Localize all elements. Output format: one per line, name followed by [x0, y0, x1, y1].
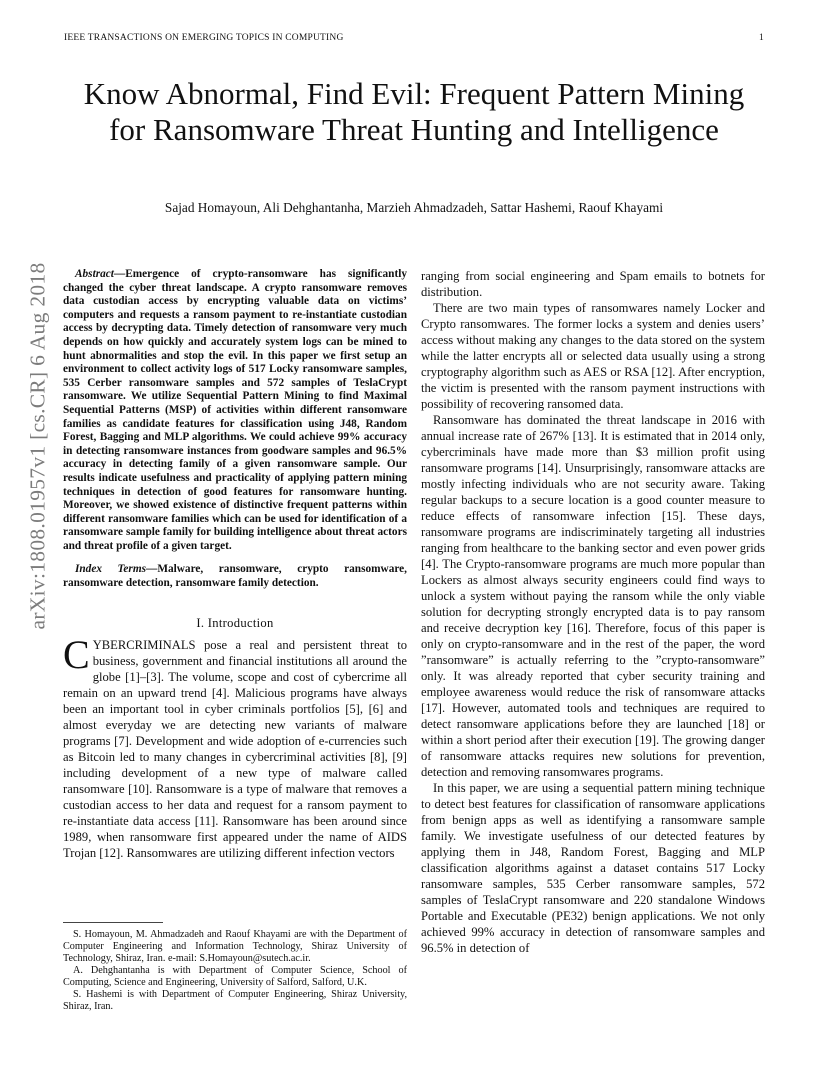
index-terms-label: Index Terms — [75, 563, 147, 576]
footnotes — [63, 922, 407, 1013]
footnote-rule — [63, 922, 163, 923]
paragraph-contribution: In this paper, we are using a sequential pattern mining technique to detect best features for classification of ransomware applications from benign apps as well as identifying a ransomware sample family. We investigate usefulness of our detected features by applying them in J48, Random Forest, Bagging and MLP classification algorithms against a dataset contains 517 Locky ransomware samples, 535 Cerber ransomware samples, 572 samples of TeslaCrypt ransomware and 220 standalone Windows Portable and Executable (PE32) benign applications. We not only achieved 99% accuracy in detection of ransomware samples and 96.5% in detection of — [421, 781, 765, 955]
index-terms-text: Malware, ransomware, crypto ransomware, ransomware detection, ransomware family detection. — [63, 563, 407, 590]
journal-name: IEEE TRANSACTIONS ON EMERGING TOPICS IN COMPUTING — [64, 33, 344, 43]
section-heading-introduction: I. Introduction — [196, 615, 274, 630]
left-column — [63, 268, 407, 861]
author-list: Sajad Homayoun, Ali Dehghantanha, Marzieh Ahmadzadeh, Sattar Hashemi, Raouf Khayami — [164, 200, 664, 215]
intro-text: YBERCRIMINALS pose a real and persistent threat to business, government and financial institutions all around the globe [1]–[3]. The volume, scope and cost of cybercrime all remain on an upward trend [4]. Malicious programs have always been an important tool in cyber criminals portfolios [5], [6] and almost everyday we are detecting new variants of malware programs [7]. Development and wide adoption of e-currencies such as Bitcoin led to many changes in cybercriminal activities [8], [9] including development of a new type of malware called ransomware [10]. Ransomware is a type of malware that removes a custodian access to her data and request for a ransom payment to re-instantiate data access [11]. Ransomware has been around since 1989, when ransomware first appeared under the name of AIDS Trojan [12]. Ransomwares are utilizing different infection vectors — [63, 637, 407, 860]
running-header — [64, 33, 764, 43]
abstract-text: Emergence of crypto-ransomware has significantly changed the cyber threat landscape. A crypto ransomware removes data custodian access by encrypting valuable data on victims’ computers and requests a ransom payment to re-instantiate custodian access by decrypting data. Timely detection of ransomware very much depends on how quickly and accurately system logs can be mined to hunt abnormalities and stop the evil. In this paper we first setup an environment to collect activity logs of 517 Locky ransomware samples, 535 Cerber ransomware samples and 572 samples of TeslaCrypt ransomware. We utilize Sequential Pattern Mining to find Maximal Sequential Patterns (MSP) of activities within different ransomware families as candidate features for classification using J48, Random Forest, Bagging and MLP algorithms. We could achieve 99% accuracy in detecting ransomware instances from goodware samples and 96.5% accuracy in detecting family of a given ransomware sample. Our results indicate usefulness and practicality of applying pattern mining techniques in detection of good features for ransomware hunting. Moreover, we showed existence of distinctive frequent patterns within different ransomware families which can be used for identification of a ransomware sample family for building intelligence about threat actors and threat profile of a given target. — [63, 268, 407, 552]
index-terms: Index Terms—Malware, ransomware, crypto ransomware, ransomware detection, ransomware family detection. — [63, 563, 407, 590]
page-number: 1 — [759, 33, 764, 43]
footnote-1: S. Homayoun, M. Ahmadzadeh and Raouf Khayami are with the Department of Computer Engineering and Information Technology, Shiraz University of Technology, Shiraz, Iran. e-mail: S.Homayoun@sutech.ac.ir. — [63, 929, 407, 964]
right-column — [421, 268, 765, 956]
paragraph-continued: ranging from social engineering and Spam emails to botnets for distribution. — [421, 269, 765, 299]
arxiv-stamp: arXiv:1808.01957v1 [cs.CR] 6 Aug 2018 — [25, 262, 50, 630]
abstract: Abstract—Emergence of crypto-ransomware has significantly changed the cyber threat landscape. A crypto ransomware removes data custodian access by encrypting valuable data on victims’ computers and requests a ransom payment to re-instantiate custodian access by decrypting data. Timely detection of ransomware very much depends on how quickly and accurately system logs can be mined to hunt abnormalities and stop the evil. In this paper we first setup an environment to collect activity logs of 517 Locky ransomware samples, 535 Cerber ransomware samples and 572 samples of TeslaCrypt ransomware. We utilize Sequential Pattern Mining to find Maximal Sequential Patterns (MSP) of activities within different ransomware families as candidate features for classification using J48, Random Forest, Bagging and MLP algorithms. We could achieve 99% accuracy in detecting ransomware instances from goodware samples and 96.5% accuracy in detecting family of a given ransomware sample. Our results indicate usefulness and practicality of applying pattern mining techniques in detection of good features for ransomware hunting. Moreover, we showed existence of distinctive frequent patterns within different ransomware families which can be used for identification of a ransomware sample family for building intelligence about threat actors and threat profile of a given target. — [63, 268, 407, 552]
footnote-2: A. Dehghantanha is with Department of Computer Science, School of Computing, Science and Engineering, University of Salford, Salford, U.K. — [63, 965, 407, 988]
abstract-label: Abstract — [75, 268, 114, 280]
paper-title: Know Abnormal, Find Evil: Frequent Pattern Mining for Ransomware Threat Hunting and Intelligence — [83, 76, 745, 147]
paragraph-landscape: Ransomware has dominated the threat landscape in 2016 with annual increase rate of 267% [13]. It is estimated that in 2014 only, cybercriminals have made more than $3 million profit using ransomware programs [14]. Unsurprisingly, ransomware attacks are mostly infecting individuals who are not security aware. Taking regular backups to a secure location is a good counter measure to reduce effects of ransomware infection [15]. These days, ransomware programs are indiscriminately targeting all industries ranging from healthcare to the banking sector and even power grids [4]. The Crypto-ransomware programs are much more popular than Lockers as almost always security engineers could find ways to unlock a system without paying the ransom while the only viable solution for decrypting strongly encrypted data is to pay ransom and receive decryption key [16]. Therefore, focus of this paper is only on crypto-ransomware and in the rest of the paper, the word ”ransomware” is actually referring to the ”crypto-ransomware” only. It was already reported that cyber security training and employee awareness would reduce the risk of ransomware attacks [17]. However, automated tools and techniques are required to detect ransomware applications before they are launched [18] or within a short period after their execution [19]. The growing danger of ransomware attacks requires new solutions for prevention, detection and removing ransomwares programs. — [421, 413, 765, 779]
intro-paragraph — [63, 631, 407, 861]
drop-cap: C — [63, 631, 90, 677]
footnote-3: S. Hashemi is with Department of Computer Engineering, Shiraz University, Shiraz, Iran. — [63, 989, 407, 1012]
paragraph-types: There are two main types of ransomwares namely Locker and Crypto ransomwares. The former locks a system and denies users’ access without making any changes to the data stored on the system while the latter encrypts all or selected data usually using a strong cryptography algorithm such as AES or RSA [12]. After encryption, the victim is presented with the ransom payment instructions with possibility of recovering ransomed data. — [421, 301, 765, 411]
